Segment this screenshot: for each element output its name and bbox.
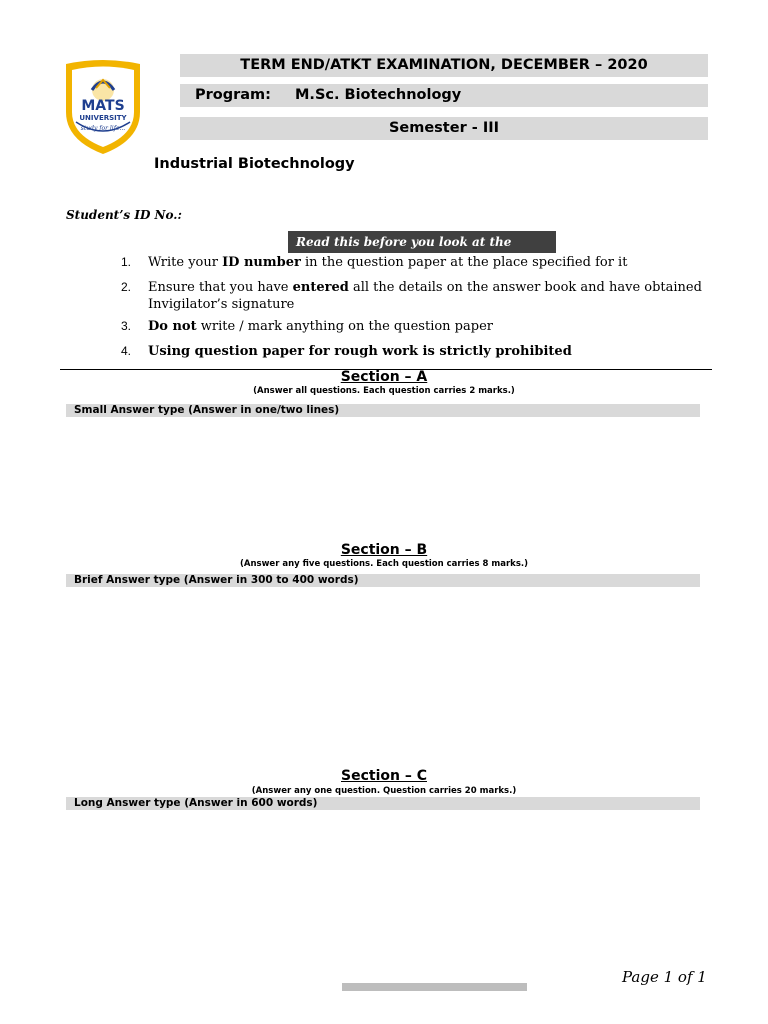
program-label: Program: xyxy=(195,87,271,103)
course-title: Industrial Biotechnology xyxy=(154,156,355,172)
program-row xyxy=(180,84,708,107)
footer-bar xyxy=(342,983,527,991)
program-value: M.Sc. Biotechnology xyxy=(295,87,462,103)
page-number: Page 1 of 1 xyxy=(622,968,707,986)
section-b-type: Brief Answer type (Answer in 300 to 400 words) xyxy=(66,574,700,587)
logo-tagline: study for life... xyxy=(80,125,126,132)
section-b-title: Section – B xyxy=(340,542,428,558)
section-a-title: Section – A xyxy=(340,369,428,385)
instruction-number: 3. xyxy=(121,319,132,333)
instruction-number: 4. xyxy=(121,344,132,358)
instruction-number: 1. xyxy=(121,255,132,269)
logo-name: MATS xyxy=(81,98,125,114)
semester-row: Semester - III xyxy=(180,117,708,140)
exam-title: TERM END/ATKT EXAMINATION, DECEMBER – 2020 xyxy=(180,54,708,77)
section-a-note: (Answer all questions. Each question carries 2 marks.) xyxy=(253,386,515,396)
section-c-title: Section – C xyxy=(341,768,427,784)
section-b-note: (Answer any five questions. Each question carries 8 marks.) xyxy=(240,559,528,569)
logo-sub: UNIVERSITY xyxy=(79,114,127,122)
instruction-number: 2. xyxy=(121,280,132,294)
read-instructions-banner: Read this before you look at the xyxy=(288,231,556,253)
section-c-type: Long Answer type (Answer in 600 words) xyxy=(66,797,700,810)
section-c-note: (Answer any one question. Question carries 20 marks.) xyxy=(251,786,517,796)
university-logo xyxy=(62,60,144,156)
section-a-type: Small Answer type (Answer in one/two lines) xyxy=(66,404,700,417)
student-id-label: Student’s ID No.: xyxy=(66,208,182,222)
